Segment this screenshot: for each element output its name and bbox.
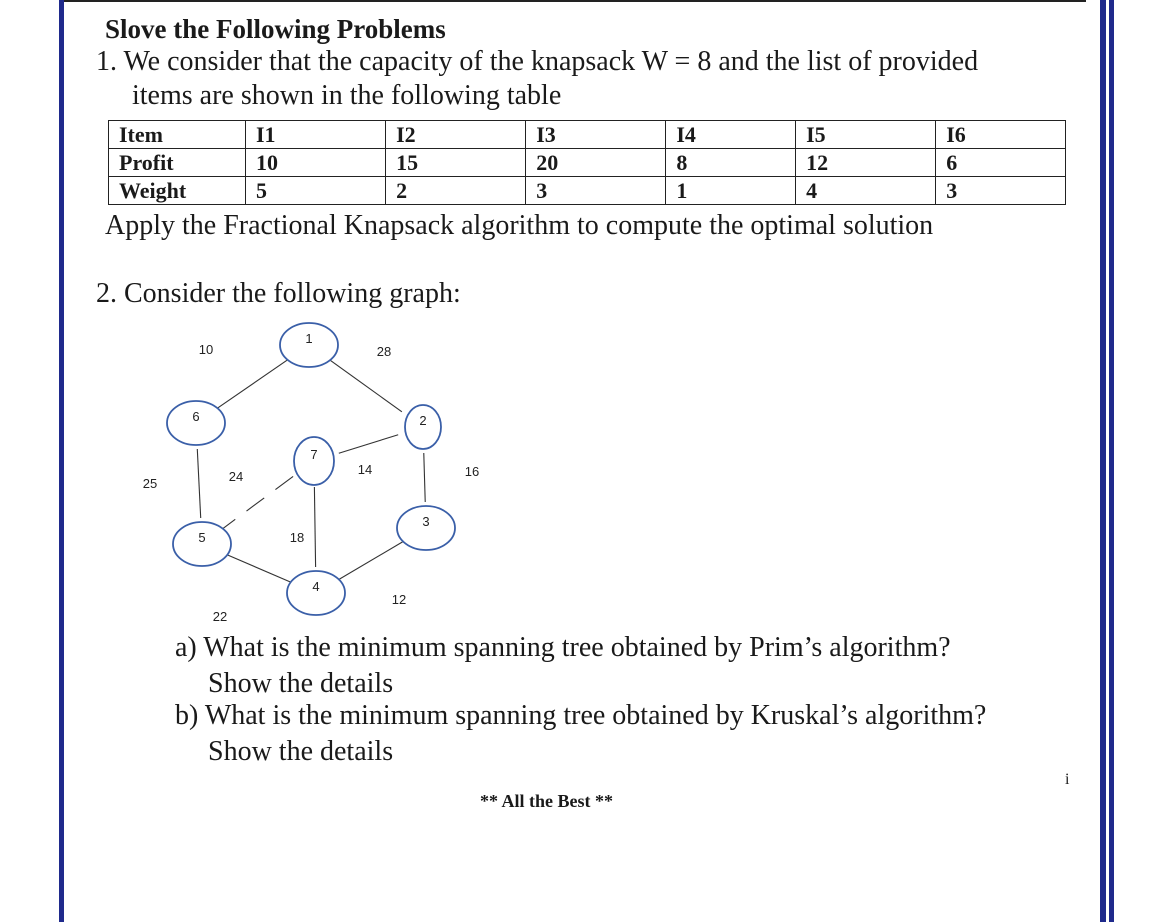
table-cell: I6	[936, 121, 1066, 149]
edge-2-7	[339, 435, 398, 454]
table-row	[109, 177, 1066, 205]
graph-node-4	[287, 571, 345, 615]
knapsack-table	[108, 120, 1066, 205]
table-cell: 3	[526, 177, 666, 205]
row-header-cell: Item	[109, 121, 246, 149]
node-label: 1	[305, 331, 313, 346]
table-cell: I2	[386, 121, 526, 149]
question-a-detail: Show the details	[208, 668, 394, 699]
graph-diagram	[130, 310, 490, 630]
edge-weight-label: 12	[391, 592, 407, 607]
table-cell: I3	[526, 121, 666, 149]
graph-node-6	[167, 401, 225, 445]
node-label: 5	[198, 530, 206, 545]
edge-weight-label: 25	[142, 476, 158, 491]
graph-node-3	[397, 506, 455, 550]
row-header-cell: Profit	[109, 149, 246, 177]
graph-node-5	[173, 522, 231, 566]
edge-weight-label: 18	[289, 530, 305, 545]
edge-weight-label: 22	[212, 609, 228, 624]
edge-3-4	[338, 541, 403, 580]
node-label: 3	[422, 514, 430, 529]
closing-note: ** All the Best **	[480, 791, 613, 811]
table-cell: I1	[246, 121, 386, 149]
problem1-instruction: Apply the Fractional Knapsack algorithm to compute the optimal solution	[105, 210, 934, 241]
edge-1-2	[330, 360, 402, 412]
edge-1-6	[217, 360, 287, 408]
table-cell: 4	[796, 177, 936, 205]
right-border	[1100, 0, 1114, 922]
table-cell: 1	[666, 177, 796, 205]
table-cell: 6	[936, 149, 1066, 177]
edge-6-5	[197, 449, 200, 518]
edge-weight-label: 14	[357, 462, 373, 477]
edge-5-4	[226, 554, 292, 582]
table-cell: I4	[666, 121, 796, 149]
edge-7-4	[314, 487, 315, 567]
edge-2-3	[424, 453, 425, 502]
top-rule	[64, 0, 1086, 2]
edge-weight-label: 10	[198, 342, 214, 357]
page-mark: i	[1065, 771, 1070, 788]
question-b-detail: Show the details	[208, 736, 394, 767]
row-header-cell: Weight	[109, 177, 246, 205]
node-label: 7	[310, 447, 318, 462]
table-cell: 5	[246, 177, 386, 205]
edge-7-5	[223, 476, 293, 528]
table-cell: 2	[386, 177, 526, 205]
table-cell: 8	[666, 149, 796, 177]
problem1-line1: 1. We consider that the capacity of the knapsack W = 8 and the list of provided	[96, 46, 979, 77]
problem1-line2: items are shown in the following table	[132, 80, 562, 111]
table-cell: 15	[386, 149, 526, 177]
left-border	[58, 0, 64, 922]
table-cell: I5	[796, 121, 936, 149]
graph-node-2	[405, 405, 441, 449]
table-cell: 20	[526, 149, 666, 177]
node-label: 4	[312, 579, 320, 594]
edge-weight-label: 16	[464, 464, 480, 479]
graph-node-7	[294, 437, 334, 485]
graph-node-1	[280, 323, 338, 367]
node-label: 2	[419, 413, 427, 428]
question-b: b) What is the minimum spanning tree obtained by Kruskal’s algorithm?	[175, 700, 987, 731]
problem2-intro: 2. Consider the following graph:	[96, 278, 461, 309]
table-cell: 10	[246, 149, 386, 177]
question-a: a) What is the minimum spanning tree obtained by Prim’s algorithm?	[175, 632, 951, 663]
table-cell: 3	[936, 177, 1066, 205]
edge-weight-label: 24	[228, 469, 244, 484]
edge-weight-label: 28	[376, 344, 392, 359]
page-title: Slove the Following Problems	[105, 14, 446, 44]
table-cell: 12	[796, 149, 936, 177]
table-row	[109, 121, 1066, 149]
table-row	[109, 149, 1066, 177]
node-label: 6	[192, 409, 200, 424]
